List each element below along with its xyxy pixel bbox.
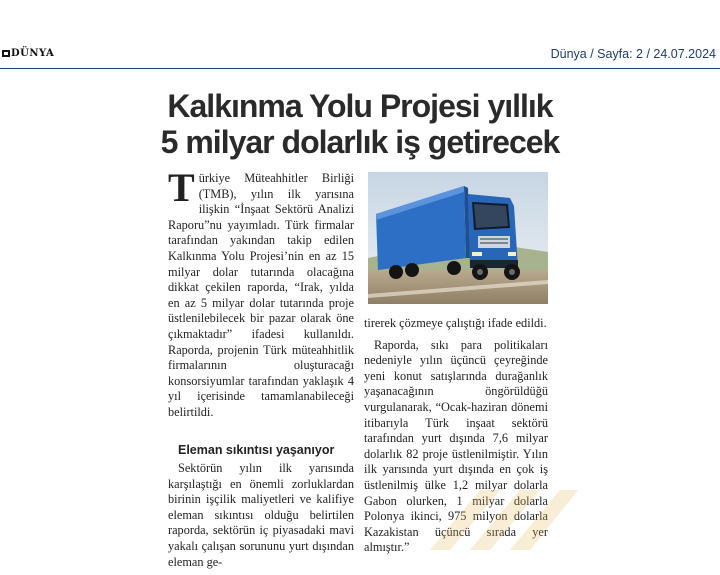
continued-paragraph: tirerek çözmeye çalıştığı ifade edildi.	[364, 316, 547, 330]
newspaper-logo	[2, 48, 54, 59]
page-header	[0, 0, 720, 70]
section-subhead: Eleman sıkıntısı yaşanıyor	[178, 442, 335, 457]
intro-paragraph	[168, 165, 354, 421]
headline-line-2: 5 milyar dolarlık iş getirecek	[160, 124, 560, 160]
truck-photo	[368, 172, 548, 304]
logo-text: DÜNYA	[11, 48, 55, 59]
drop-cap: T	[168, 165, 195, 210]
header-divider	[0, 68, 720, 69]
article-column-2	[364, 316, 548, 556]
article-column-1	[168, 165, 354, 570]
article-headline	[150, 88, 570, 160]
intro-text: ürkiye Müteahhitler Birliği (TMB), yılın ilk yarısına ilişkin “İnşaat Sektörü Analizi Raporu”nu yayımladı. Türk firmalar tarafından yakından takip edilen Kalkınma Yolu Projesi’nin en az 15 milyar dolar tutarında olacağına dikkat çekilen raporda, “Irak, yılda en az 5 milyar dolar tutarında proje üstlenilebilecek bir pazar olarak öne çıkmaktadır” ifadesi kullanıldı. Raporda, projenin Türk müteahhitlik firmalarının oluşturacağı konsorsiyumlar tarafından yaklaşık 4 yıl içerisinde tamamlanabileceği belirtildi.	[168, 171, 354, 419]
body-paragraph: Sektörün yılın ilk yarısında karşılaştığı en önemli zorluklardan birinin işçilik maliyetleri ve kalifiye eleman sıkıntısı olduğu belirtilen raporda, sektörün iç piyasadaki mavi yakalı çalışan sorununu yurt dışından eleman ge-	[168, 461, 354, 569]
headline-line-1: Kalkınma Yolu Projesi yıllık	[167, 88, 553, 124]
report-paragraph: Raporda, sıkı para politikaları nedeniyle yılın üçüncü çeyreğinde yeni konut satışlarında durağanlık yaşanacağının öngörüldüğü vurgulanarak, “Ocak-haziran dönemi itibarıyla Türk inşaat sektörü tarafından yurt dışında 7,6 milyar dolarlık 82 proje üstlenilmiştir. Yılın ilk yarısında yurt dışında en çok iş üstlenilmiş ülke 1,2 milyar dolarla Gabon olurken, 1 milyar dolarla Polonya ikinci, 975 milyon dolarla Kazakistan üçüncü sırada yer almıştır.”	[364, 337, 548, 555]
blue-truck-image	[368, 172, 548, 304]
page-meta: Dünya / Sayfa: 2 / 24.07.2024	[550, 47, 716, 61]
logo-icon	[2, 50, 10, 57]
